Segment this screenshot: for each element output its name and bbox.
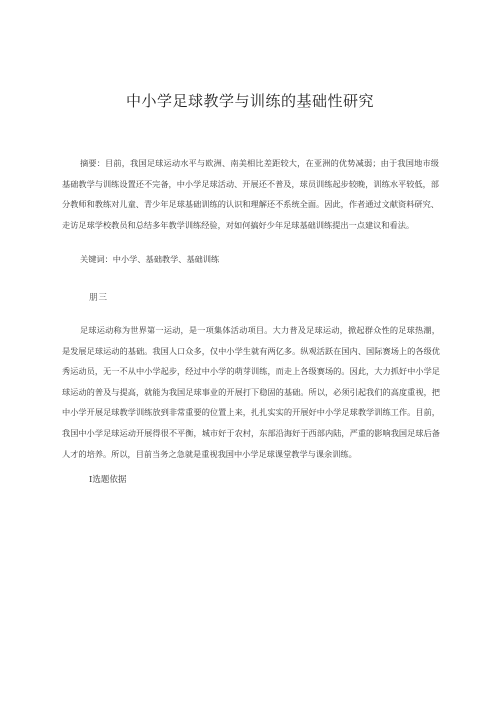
body-paragraph: 足球运动称为世界第一运动，是一项集体活动项目。大力普及足球运动，掀起群众性的足球热潮，是发展足球运动的基础。我国人口众多，仅中小学生就有两亿多。纵观活跃在国内、国际赛场上的各级优秀运动员，无一不从中小学起步，经过中小学的萌芽训练，而走上各级赛场的。因此，大力抓好中小学足球运动的普及与提高，就能为我国足球事业的开展打下稳固的基础。所以，必须引起我们的高度重视，把中小学开展足球教学训练放到非常重要的位置上来，扎扎实实的开展好中小学足球教学训练工作。目前，我国中小学足球运动开展得很不平衡，城市好于农村，东部沿海好于西部内陆，严重的影响我国足球后备人才的培养。所以，目前当务之急就是重视我国中小学足球课堂教学与课余训练。 [62,325,440,459]
document-title: 中小学足球教学与训练的基础性研究 [125,92,374,110]
abstract-paragraph: 摘要：目前，我国足球运动水平与欧洲、南美相比差距较大，在亚洲的优势减弱；由于我国地市级基础教学与训练设置还不完备，中小学足球活动、开展还不普及，球员训练起步较晚，训练水平较低，部分教师和教练对儿童、青少年足球基础训练的认识和理解还不系统全面。因此，作者通过文献资料研究、走访足球学校教员和总结多年教学训练经验，对如何搞好少年足球基础训练提出一点建议和看法。 [62,158,439,230]
preface-heading: 朋三 [89,293,109,303]
section-heading: Ⅰ选题依据 [89,475,127,485]
keywords-line: 关键词：中小学、基础教学、基础训练 [80,254,220,264]
